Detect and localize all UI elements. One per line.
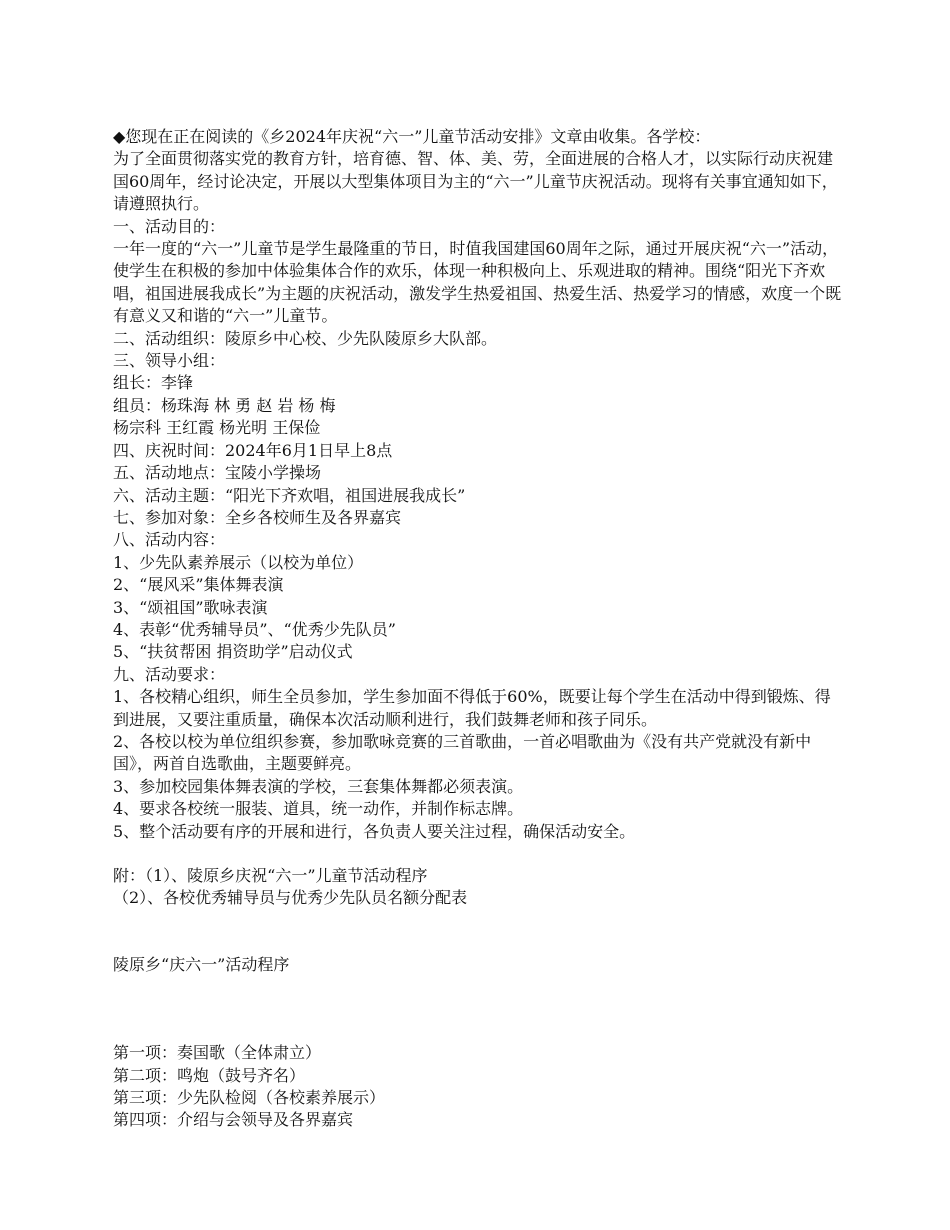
- content-item: 1、少先队素养展示（以校为单位）: [113, 552, 364, 572]
- appendix-line-1: 附：（1）、陵原乡庆祝“六一”儿童节活动程序: [113, 866, 428, 885]
- section-8-title: 八、活动内容：: [113, 530, 226, 550]
- requirement-item: 2、各校以校为单位组织参赛，参加歌咏竞赛的三首歌曲，一首必唱歌曲为《没有共产党就没有新中国》，两首自选歌曲，主题要鲜亮。: [113, 731, 812, 774]
- content-item: 5、“扶贫帮困 捐资助学”启动仪式: [113, 642, 353, 662]
- intro-paragraph: 为了全面贯彻落实党的教育方针，培育德、智、体、美、劳，全面进展的合格人才，以实际行动庆祝建国60周年，经讨论决定，开展以大型集体项目为主的“六一”儿童节庆祝活动。现将有关事宜通知如下，请遵照执行。: [113, 149, 838, 214]
- section-3-title: 三、领导小组：: [113, 351, 226, 371]
- section-1-title: 一、活动目的：: [113, 216, 226, 236]
- program-item: 第二项：鸣炮（鼓号齐名）: [113, 1065, 306, 1085]
- section-9-title: 九、活动要求：: [113, 664, 226, 684]
- program-item: 第四项：介绍与会领导及各界嘉宾: [113, 1110, 354, 1130]
- section-1-body: 一年一度的“六一”儿童节是学生最隆重的节日，时值我国建国60周年之际，通过开展庆祝“六一”活动，使学生在积极的参加中体验集体合作的欢乐，体现一种积极向上、乐观进取的精神。围绕“阳光下齐欢唱，祖国进展我成长”为主题的庆祝活动，激发学生热爱祖国、热爱生活、热爱学习的情感，欢度一个既有意义又和谐的“六一”儿童节。: [113, 239, 842, 326]
- requirement-item: 5、整个活动要有序的开展和进行，各负责人要关注过程，确保活动安全。: [113, 821, 636, 841]
- section-4: 四、庆祝时间：2024年6月1日早上8点: [113, 440, 393, 460]
- section-5: 五、活动地点：宝陵小学操场: [113, 463, 322, 483]
- program-item: 第三项：少先队检阅（各校素养展示）: [113, 1088, 386, 1108]
- group-members-2: 杨宗科 王红霞 杨光明 王保俭: [113, 418, 321, 438]
- group-leader: 组长：李锋: [113, 373, 194, 393]
- content-item: 3、“颂祖国”歌咏表演: [113, 597, 268, 617]
- requirement-item: 3、参加校园集体舞表演的学校，三套集体舞都必须表演。: [113, 776, 524, 796]
- content-item: 2、“展风采”集体舞表演: [113, 575, 284, 595]
- section-2: 二、活动组织：陵原乡中心校、少先队陵原乡大队部。: [113, 328, 498, 348]
- program-item: 第一项：奏国歌（全体肃立）: [113, 1043, 322, 1063]
- section-6: 六、活动主题：“阳光下齐欢唱，祖国进展我成长”: [113, 485, 466, 505]
- program-title: 陵原乡“庆六一”活动程序: [113, 954, 290, 974]
- requirement-item: 1、各校精心组织，师生全员参加，学生参加面不得低于60%，既要让每个学生在活动中得到锻炼、得到进展，又要注重质量，确保本次活动顺利进行，我们鼓舞老师和孩子同乐。: [113, 687, 831, 729]
- requirement-item: 4、要求各校统一服装、道具，统一动作，并制作标志牌。: [113, 799, 524, 819]
- content-item: 4、表彰“优秀辅导员”、“优秀少先队员”: [113, 619, 396, 639]
- intro-line: ◆您现在正在阅读的《乡2024年庆祝“六一”儿童节活动安排》文章由收集。各学校：: [113, 127, 711, 146]
- document-page: [113, 126, 843, 1132]
- group-members-1: 组员：杨珠海 林 勇 赵 岩 杨 梅: [113, 395, 336, 415]
- section-7: 七、参加对象：全乡各校师生及各界嘉宾: [113, 507, 402, 527]
- appendix-line-2: （2）、各校优秀辅导员与优秀少先队员名额分配表: [113, 888, 468, 908]
